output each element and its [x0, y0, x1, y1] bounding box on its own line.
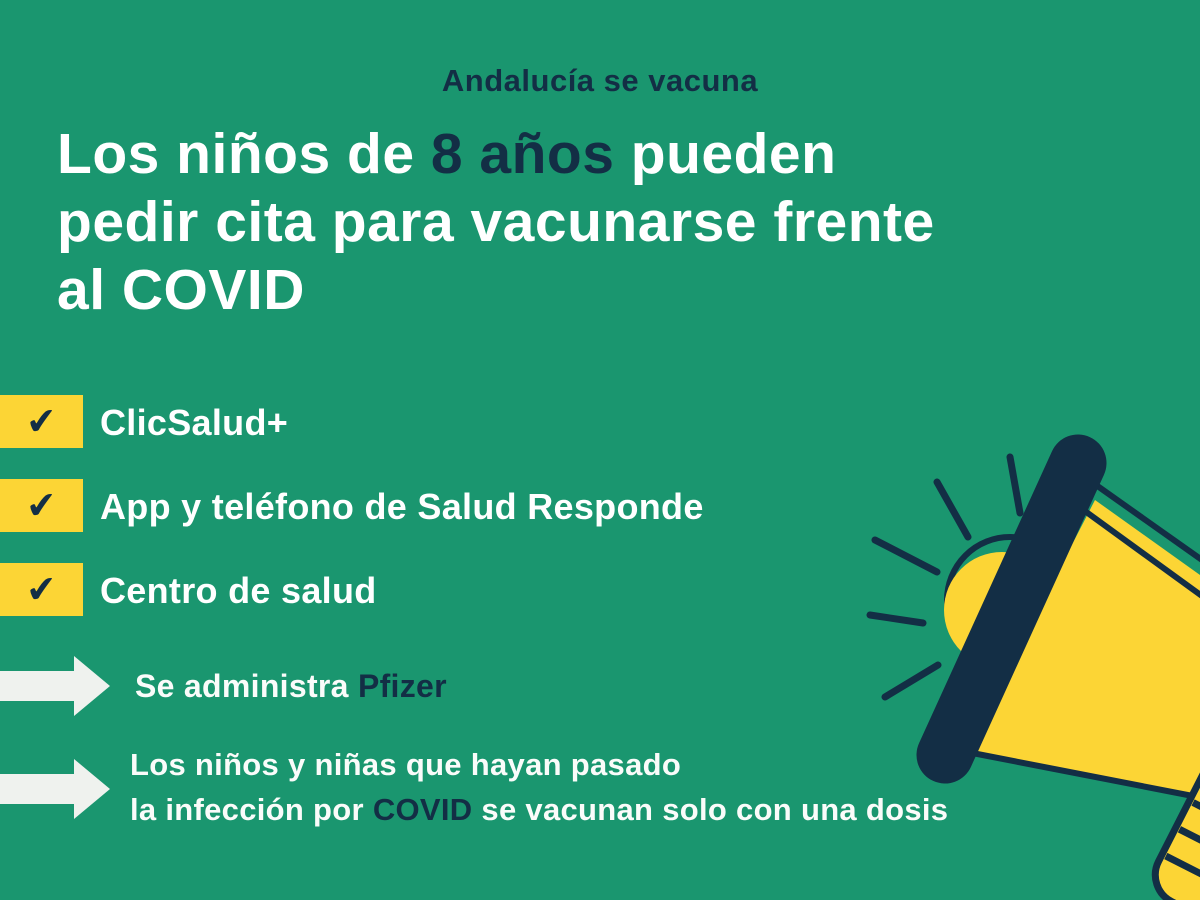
headline	[57, 120, 1167, 324]
checkbox-icon	[0, 479, 83, 532]
headline-text: pedir cita para vacunarse frente	[57, 190, 935, 254]
note-text: Se administra	[135, 668, 358, 704]
headline-text: al COVID	[57, 258, 305, 322]
checkbox-icon	[0, 563, 83, 616]
note-text: la infección por	[130, 792, 373, 827]
checkmark-icon: ✔	[24, 398, 59, 445]
headline-text: Los niños de	[57, 122, 431, 186]
note-text: Los niños y niñas que hayan pasado	[130, 747, 682, 782]
checkmark-icon: ✔	[24, 566, 59, 613]
headline-highlight-age: 8 años	[430, 122, 615, 186]
right-arrow-icon	[0, 655, 111, 717]
note-highlight-pfizer: Pfizer	[357, 668, 447, 704]
megaphone-illustration	[840, 420, 1200, 900]
checklist-label: Centro de salud	[100, 570, 377, 611]
note-dose	[130, 742, 948, 832]
note-text: se vacunan solo con una dosis	[472, 792, 949, 827]
checklist-label: ClicSalud+	[100, 402, 289, 443]
checklist-label: App y teléfono de Salud Responde	[100, 486, 704, 527]
note-highlight-covid: COVID	[372, 792, 473, 827]
headline-text: pueden	[614, 122, 837, 186]
note-pfizer	[135, 655, 447, 717]
checkmark-icon: ✔	[24, 482, 59, 529]
right-arrow-icon	[0, 758, 111, 820]
kicker-title: Andalucía se vacuna	[441, 63, 759, 98]
checkbox-icon	[0, 395, 83, 448]
